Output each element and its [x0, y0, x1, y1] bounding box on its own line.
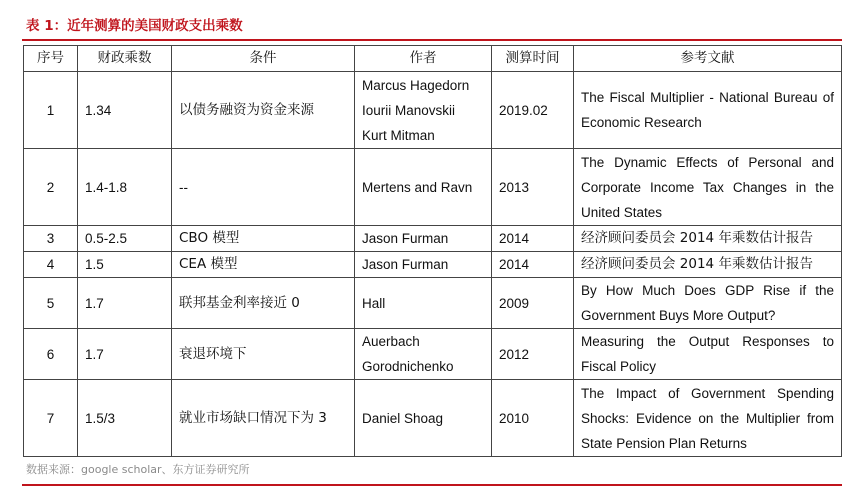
row-condition: CBO 模型: [172, 226, 355, 252]
author-name: Marcus Hagedorn: [362, 77, 470, 93]
row-authors: [355, 329, 492, 380]
row-time: 2009: [492, 278, 574, 329]
row-no: 5: [24, 278, 78, 329]
row-reference: The Impact of Government Spending Shocks: Evidence on the Multiplier from State Pension Plan Returns: [574, 380, 842, 457]
table-row: [24, 329, 842, 380]
row-authors: [355, 252, 492, 278]
author-name: Hall: [362, 295, 386, 311]
bottom-divider: [22, 484, 842, 486]
row-reference: 经济顾问委员会 2014 年乘数估计报告: [574, 226, 842, 252]
row-time: 2012: [492, 329, 574, 380]
row-no: 1: [24, 72, 78, 149]
table-row: [24, 72, 842, 149]
header-cell-time: 测算时间: [492, 46, 574, 72]
row-time: 2010: [492, 380, 574, 457]
row-condition: 衰退环境下: [172, 329, 355, 380]
table-row: [24, 278, 842, 329]
author-name: Kurt Mitman: [362, 127, 435, 143]
row-authors: [355, 149, 492, 226]
row-no: 3: [24, 226, 78, 252]
row-no: 4: [24, 252, 78, 278]
row-reference: 经济顾问委员会 2014 年乘数估计报告: [574, 252, 842, 278]
row-authors: [355, 278, 492, 329]
row-reference: Measuring the Output Responses to Fiscal Policy: [574, 329, 842, 380]
header-cell-condition: 条件: [172, 46, 355, 72]
row-condition: --: [172, 149, 355, 226]
author-name: Jason Furman: [362, 231, 449, 246]
table-title: 表 1：近年测算的美国财政支出乘数: [26, 18, 243, 34]
row-multiplier: 1.5/3: [78, 380, 172, 457]
title-divider: [22, 39, 842, 41]
row-authors: [355, 72, 492, 149]
header-cell-authors: 作者: [355, 46, 492, 72]
author-name: Gorodnichenko: [362, 359, 454, 374]
row-authors: [355, 226, 492, 252]
author-name: Jason Furman: [362, 257, 449, 272]
row-authors: [355, 380, 492, 457]
row-time: 2014: [492, 252, 574, 278]
row-condition: 就业市场缺口情况下为 3: [172, 380, 355, 457]
multiplier-table: [23, 45, 842, 457]
row-condition: 联邦基金利率接近 0: [172, 278, 355, 329]
row-time: 2019.02: [492, 72, 574, 149]
row-multiplier: 0.5-2.5: [78, 226, 172, 252]
row-multiplier: 1.5: [78, 252, 172, 278]
header-cell-multiplier: 财政乘数: [78, 46, 172, 72]
row-reference: By How Much Does GDP Rise if the Government Buys More Output?: [574, 278, 842, 329]
table-header-row: [24, 46, 842, 72]
author-name: Auerbach: [362, 334, 420, 349]
row-condition: 以债务融资为资金来源: [172, 72, 355, 149]
row-no: 7: [24, 380, 78, 457]
data-source-note: 数据来源：google scholar、东方证券研究所: [26, 463, 250, 476]
row-reference: The Dynamic Effects of Personal and Corporate Income Tax Changes in the United States: [574, 149, 842, 226]
row-time: 2013: [492, 149, 574, 226]
row-reference: The Fiscal Multiplier - National Bureau of Economic Research: [574, 72, 842, 149]
author-name: Mertens and Ravn: [362, 179, 473, 195]
table-row: [24, 252, 842, 278]
row-condition: CEA 模型: [172, 252, 355, 278]
author-name: Iourii Manovskii: [362, 102, 456, 118]
row-time: 2014: [492, 226, 574, 252]
header-cell-no: 序号: [24, 46, 78, 72]
row-multiplier: 1.7: [78, 329, 172, 380]
table-row: [24, 226, 842, 252]
row-multiplier: 1.7: [78, 278, 172, 329]
table-row: [24, 380, 842, 457]
row-multiplier: 1.34: [78, 72, 172, 149]
row-no: 2: [24, 149, 78, 226]
row-multiplier: 1.4-1.8: [78, 149, 172, 226]
header-cell-reference: 参考文献: [574, 46, 842, 72]
row-no: 6: [24, 329, 78, 380]
author-name: Daniel Shoag: [362, 410, 444, 426]
table-row: [24, 149, 842, 226]
